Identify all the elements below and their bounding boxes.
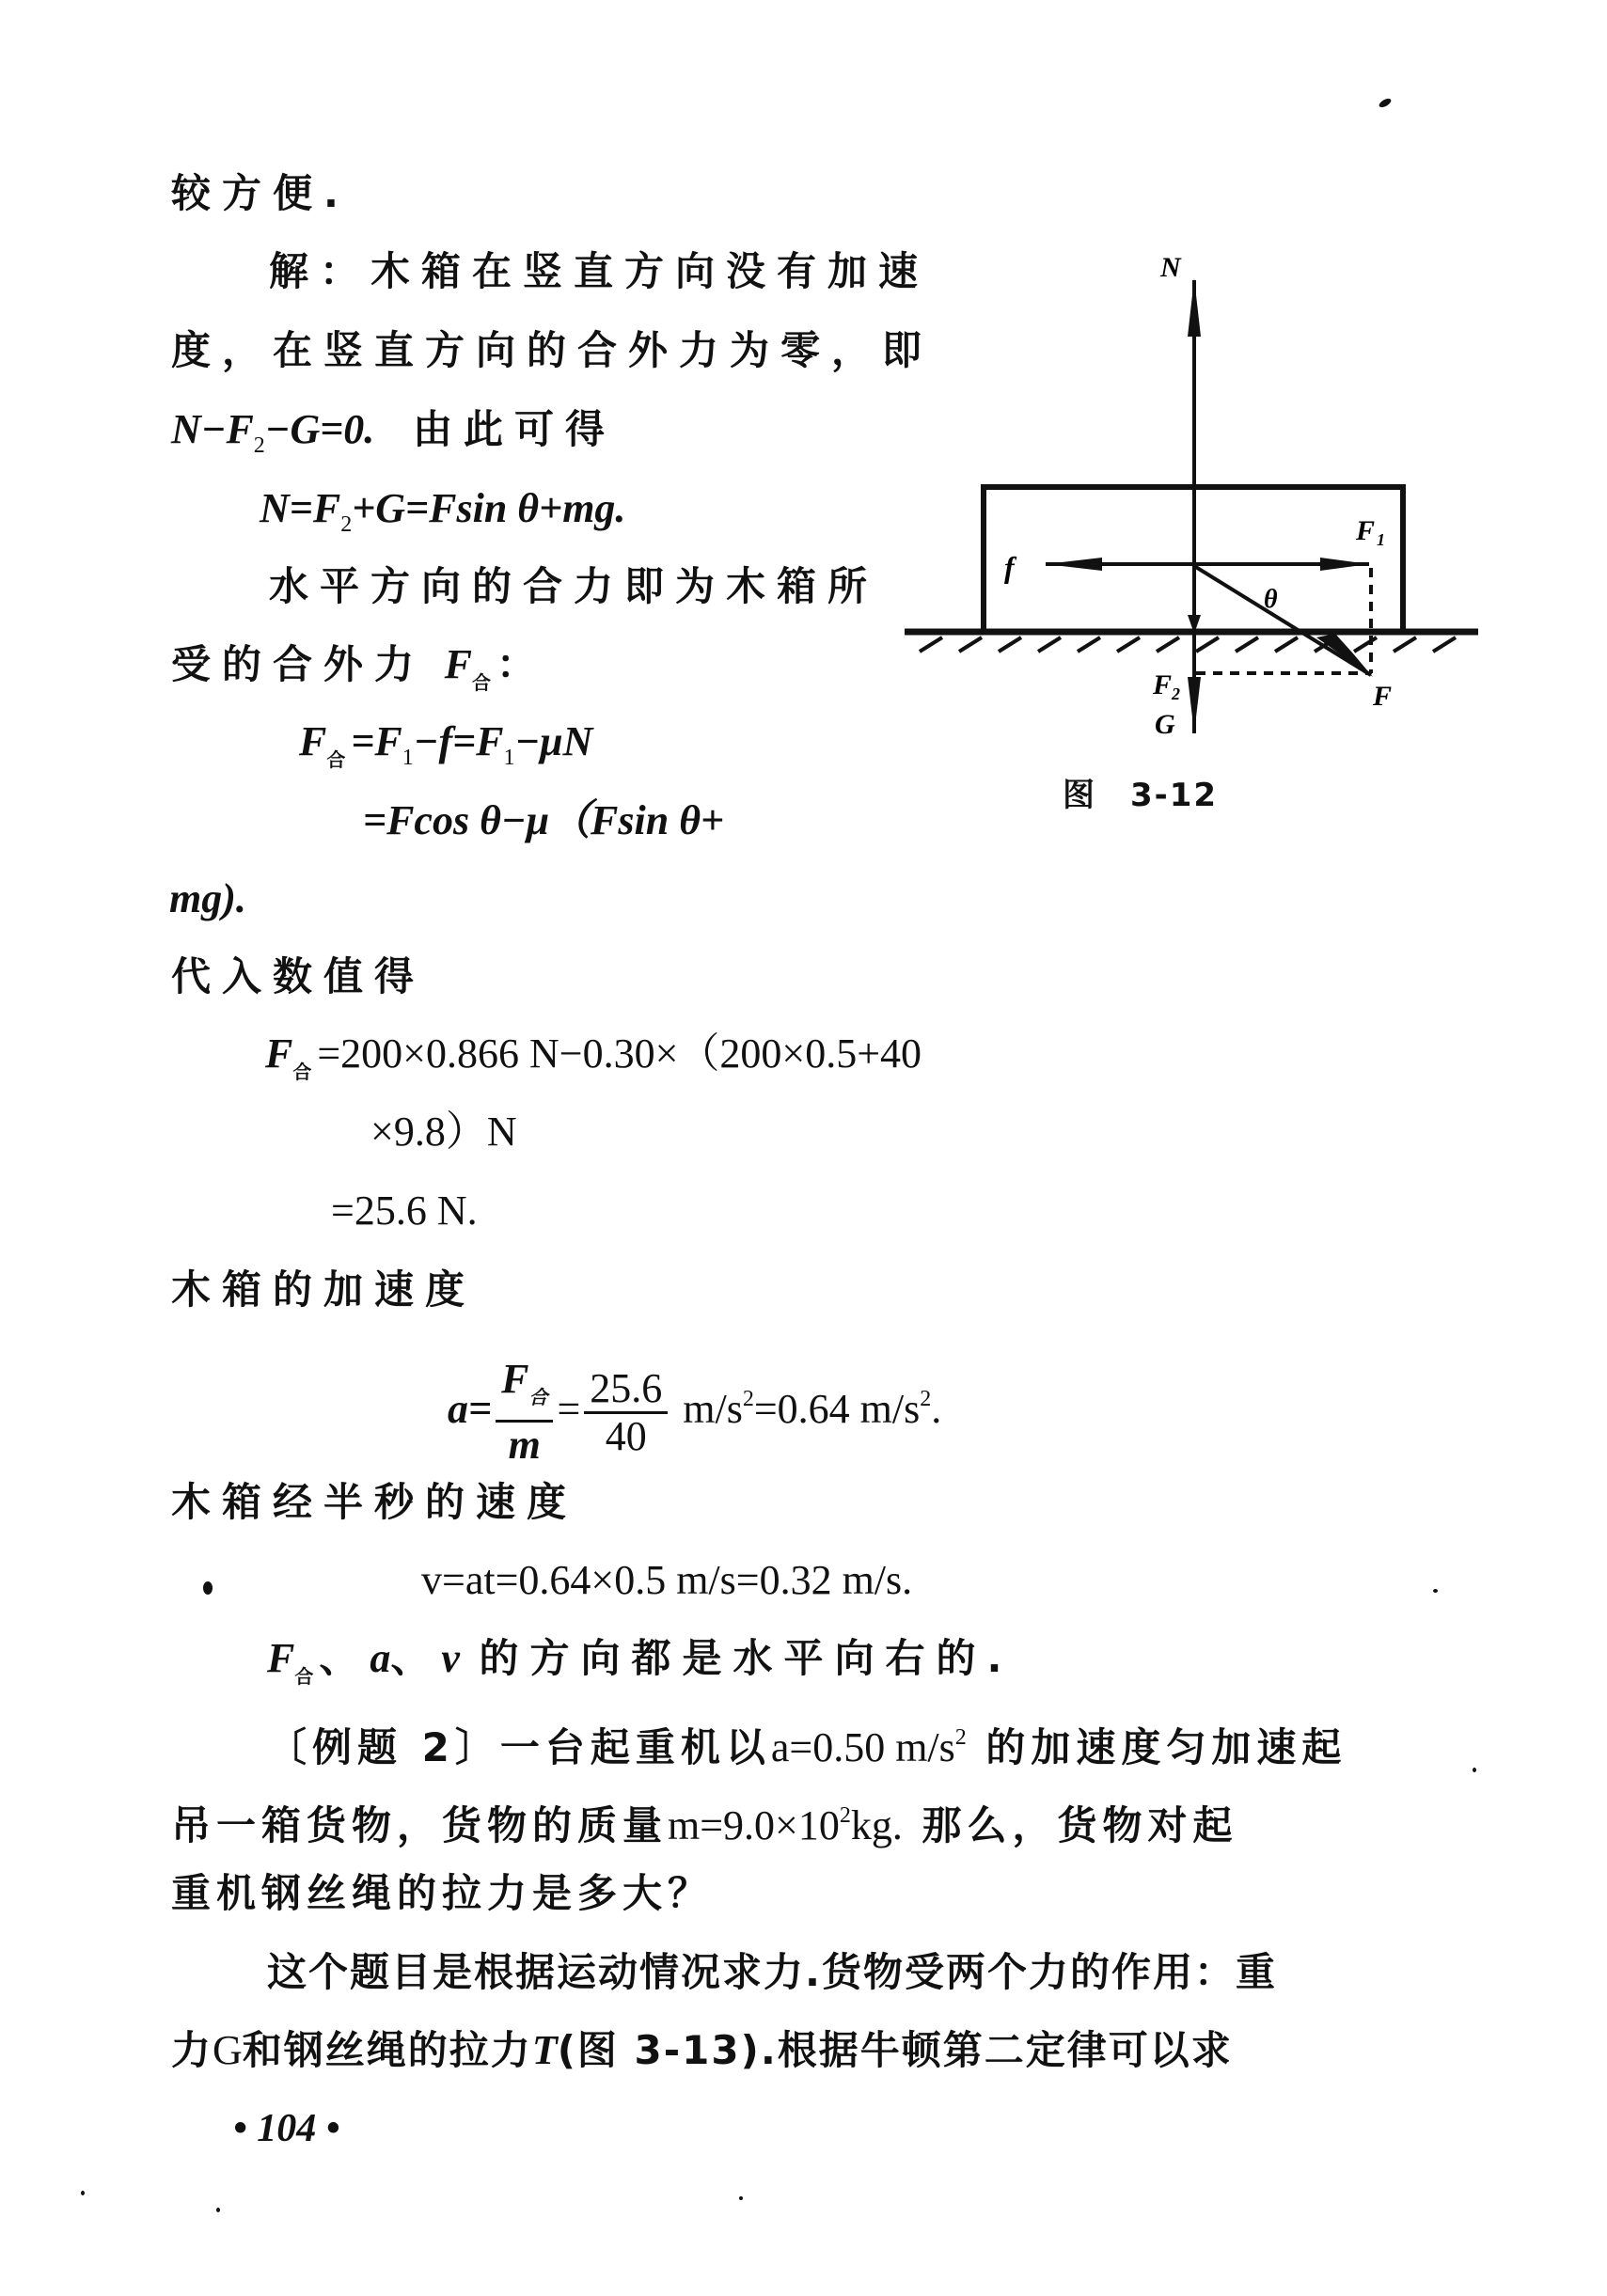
text-line <box>171 1791 1238 1850</box>
subscript: 1 <box>402 746 414 770</box>
scan-speck <box>739 2196 743 2200</box>
math-fragment: m=9.0×10 <box>668 1802 840 1848</box>
scan-speck <box>81 2191 85 2195</box>
equation-line <box>260 484 625 549</box>
equation-line <box>421 1556 912 1605</box>
text-fragment: 这个题目是根据运动情况求力.货物受两个力的作用：重 <box>267 1949 1277 1995</box>
label-F2-subscript: 2 <box>1172 684 1180 703</box>
force-F-line <box>1194 566 1371 675</box>
equation-line <box>299 717 592 784</box>
text-line <box>171 1869 713 1918</box>
arrowhead-F1 <box>1320 558 1369 571</box>
equation-line <box>363 796 724 845</box>
text-fragment: 、 <box>319 1635 370 1681</box>
text-line <box>171 2026 1233 2075</box>
subscript: 合 <box>292 1061 318 1083</box>
text-fragment: 水平方向的合力即为木箱所 <box>269 563 879 609</box>
force-diagram <box>893 235 1495 818</box>
math-fragment: F <box>265 1030 293 1077</box>
text-line <box>171 326 933 375</box>
math-fragment: v=at=0.64×0.5 m/s=0.32 m/s. <box>421 1557 913 1603</box>
text-fragment: 木箱的加速度 <box>171 1266 477 1313</box>
text-fragment: 代入数值得 <box>171 953 426 999</box>
text-line <box>171 1478 577 1527</box>
text-fragment: 的方向都是水平向右的. <box>479 1635 1014 1681</box>
math-fragment: N−F <box>171 406 254 452</box>
arrowhead-G <box>1188 677 1201 733</box>
equation-line <box>171 405 616 470</box>
math-fragment: =Fcos θ−μ（Fsin θ+ <box>363 797 725 843</box>
figure-caption: 图 3-12 <box>1063 777 1219 814</box>
superscript: 2 <box>920 1387 932 1411</box>
math-fragment: m/s <box>683 1386 743 1432</box>
math-fragment: a <box>370 1635 391 1681</box>
math-fragment: v <box>441 1635 460 1681</box>
numerator <box>496 1357 553 1423</box>
fraction <box>496 1357 553 1468</box>
label-theta: θ <box>1264 585 1278 614</box>
text-fragment: 力 <box>171 2027 213 2073</box>
example-2-line <box>267 1713 1347 1772</box>
subscript: 合 <box>294 1665 320 1688</box>
arrowhead-F <box>1316 634 1373 677</box>
superscript: 2 <box>839 1803 851 1828</box>
math-fragment: =0.64 m/s <box>753 1386 921 1432</box>
text-line <box>269 562 878 611</box>
text-fragment: 木箱经半秒的速度 <box>171 1479 578 1525</box>
text-line <box>171 169 350 218</box>
scan-speck <box>1378 97 1393 109</box>
text-fragment: 解：木箱在竖直方向没有加速 <box>269 248 930 294</box>
math-fragment: F <box>444 641 472 687</box>
text-line <box>171 640 547 707</box>
label-f: f <box>1004 550 1015 584</box>
text-fragment: 由此可得 <box>412 406 616 452</box>
math-fragment: . <box>931 1386 942 1432</box>
math-fragment: −G=0. <box>264 406 375 452</box>
page-number: • 104 • <box>233 2107 340 2150</box>
text-fragment: 较方便. <box>171 170 350 216</box>
subscript: 合 <box>528 1386 548 1408</box>
text-fragment: 和钢丝绳的拉力 <box>242 2027 532 2073</box>
math-fragment: −μN <box>514 718 593 764</box>
math-fragment: =25.6 N. <box>331 1187 478 1234</box>
math-fragment: G <box>213 2027 243 2073</box>
text-fragment: 吊一箱货物，货物的质量 <box>171 1802 669 1848</box>
scan-speck <box>1473 1768 1476 1772</box>
subscript: 1 <box>503 746 515 770</box>
text-fragment: 〔例题 2〕一台起重机以 <box>267 1724 771 1770</box>
equation-line <box>331 1187 478 1235</box>
math-fragment: mg). <box>169 875 246 921</box>
text-fragment: 度，在竖直方向的合外力为零，即 <box>171 327 934 373</box>
figure-3-12 <box>893 235 1495 818</box>
text-fragment: 的加速度匀加速起 <box>985 1724 1347 1770</box>
math-fragment: ×9.8）N <box>370 1109 517 1155</box>
scan-speck <box>216 2208 220 2212</box>
label-F: F <box>1373 681 1393 712</box>
math-fragment: a=0.50 m/s <box>770 1724 955 1770</box>
math-fragment: =200×0.866 N−0.30×（200×0.5+40 <box>317 1030 922 1077</box>
solution-start-line <box>269 247 929 296</box>
math-fragment: −f=F <box>413 718 504 764</box>
equation-line <box>370 1108 517 1156</box>
text-fragment: 受的合外力 <box>171 641 426 687</box>
math-fragment: N=F <box>260 485 341 531</box>
label-F1-subscript: 1 <box>1377 530 1385 549</box>
equation-line <box>265 1030 922 1096</box>
math-fragment: =F <box>351 718 402 764</box>
label-F1: F <box>1356 515 1376 546</box>
denominator: 40 <box>605 1412 647 1459</box>
subscript: 合 <box>326 748 352 771</box>
arrowhead-f <box>1046 558 1102 571</box>
math-fragment: +G=Fsin θ+mg. <box>352 485 626 531</box>
label-G: G <box>1155 709 1175 740</box>
label-F2: F <box>1153 669 1173 700</box>
fraction-equation <box>448 1350 941 1468</box>
math-fragment: F <box>501 1356 529 1402</box>
math-fragment: F <box>267 1635 295 1681</box>
equation-line <box>169 874 246 923</box>
subscript: 合 <box>472 671 496 694</box>
superscript: 2 <box>954 1725 967 1750</box>
math-fragment: kg. <box>850 1802 903 1848</box>
text-fragment: 、 <box>390 1635 442 1681</box>
ground-hatching <box>920 637 1456 652</box>
text-line <box>267 1634 1014 1701</box>
math-fragment: T <box>531 2027 558 2073</box>
fraction <box>584 1366 668 1459</box>
text-line <box>171 952 425 1001</box>
text-line <box>171 1266 476 1314</box>
text-fragment: (图 3-13).根据牛顿第二定律可以求 <box>557 2027 1233 2073</box>
math-fragment: F <box>299 718 327 764</box>
text-fragment: ： <box>496 641 548 687</box>
text-fragment: 那么，货物对起 <box>922 1802 1238 1848</box>
arrowhead-N <box>1188 278 1201 337</box>
math-fragment: = <box>557 1386 581 1432</box>
label-N: N <box>1160 252 1181 283</box>
denominator: m <box>508 1422 541 1468</box>
superscript: 2 <box>742 1387 754 1411</box>
math-fragment: a= <box>448 1386 493 1432</box>
numerator: 25.6 <box>584 1366 668 1414</box>
text-line <box>267 1948 1277 1997</box>
subscript: 2 <box>253 433 265 458</box>
subscript: 2 <box>340 512 353 537</box>
scan-speck <box>203 1581 213 1595</box>
scan-speck <box>1433 1589 1438 1593</box>
text-fragment: 重机钢丝绳的拉力是多大？ <box>171 1870 714 1916</box>
